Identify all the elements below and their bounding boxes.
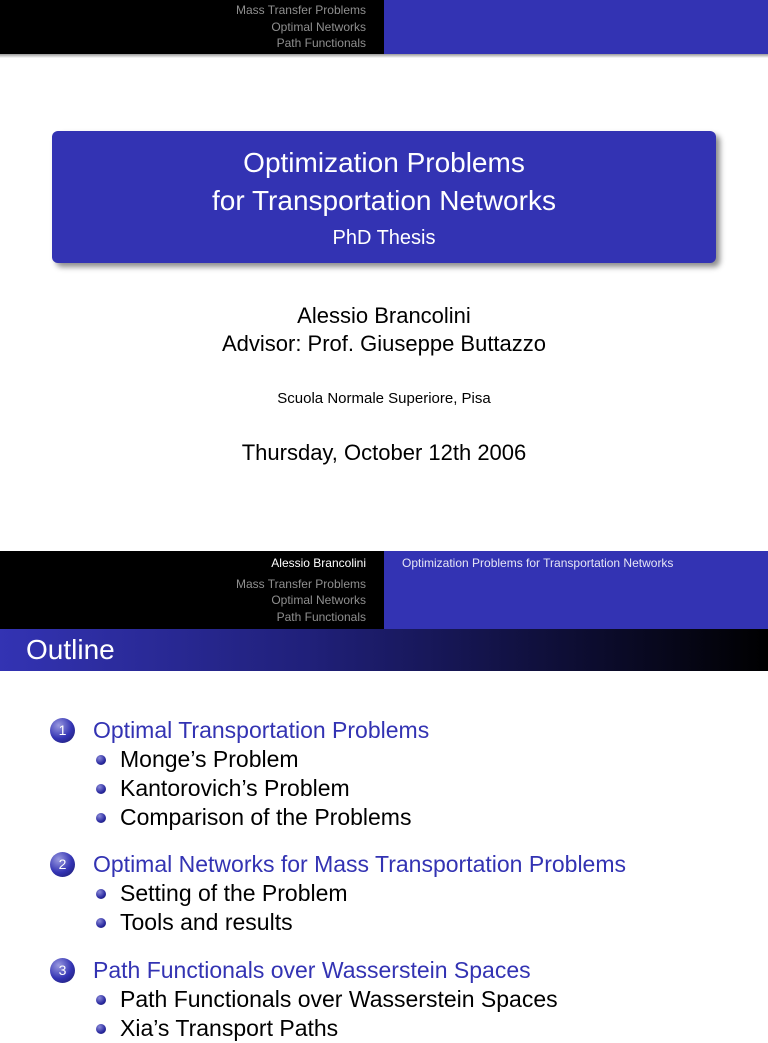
title-line-2: for Transportation Networks (212, 185, 556, 216)
bullet-icon (96, 755, 106, 765)
section-number-ball: 3 (50, 958, 75, 983)
subsection-item[interactable] (96, 985, 558, 1014)
section-title[interactable]: Path Functionals over Wasserstein Spaces (93, 956, 531, 983)
title-line-1: Optimization Problems (243, 147, 525, 178)
nav-section-mass-transfer[interactable]: Mass Transfer Problems (235, 3, 366, 17)
outline-section-2 (50, 849, 626, 937)
bullet-icon (96, 813, 106, 823)
bullet-icon (96, 995, 106, 1005)
section-number-ball: 2 (50, 852, 75, 877)
institution: Scuola Normale Superiore, Pisa (277, 390, 491, 407)
frame-title: Outline (26, 634, 115, 665)
bullet-icon (96, 784, 106, 794)
header-short-title: Optimization Problems for Transportation Networks (402, 556, 674, 570)
slide1-header-blue (384, 0, 768, 54)
nav-section-optimal-networks[interactable]: Optimal Networks (271, 19, 366, 34)
subsection-item[interactable] (96, 908, 626, 937)
header-shadow (0, 54, 768, 58)
nav-section-mass-transfer[interactable]: Mass Transfer Problems (235, 576, 366, 591)
nav-section-path-functionals[interactable]: Path Functionals (276, 609, 366, 624)
subsection-label: Comparison of the Problems (120, 804, 412, 830)
subsection-item[interactable] (96, 1014, 558, 1043)
subsection-label: Path Functionals over Wasserstein Spaces (120, 986, 558, 1012)
section-title[interactable]: Optimal Transportation Problems (93, 716, 430, 743)
bullet-icon (96, 1024, 106, 1034)
outline-section-1 (50, 715, 429, 832)
slide1-header-sections (0, 0, 384, 54)
bullet-icon (96, 918, 106, 928)
bullet-icon (96, 889, 106, 899)
outline-section-3 (50, 955, 558, 1043)
author: Alessio Brancolini (297, 303, 471, 328)
subsection-label: Tools and results (120, 909, 293, 935)
section-number-ball: 1 (50, 718, 75, 743)
subtitle: PhD Thesis (332, 227, 436, 249)
header-author: Alessio Brancolini (271, 556, 366, 570)
slide2-header-sections (0, 551, 384, 629)
title-block (52, 131, 716, 263)
advisor: Advisor: Prof. Giuseppe Buttazzo (221, 331, 547, 356)
subsection-item[interactable] (96, 745, 429, 774)
nav-section-path-functionals[interactable]: Path Functionals (276, 36, 366, 51)
frame-title-bar (0, 629, 768, 671)
section-title[interactable]: Optimal Networks for Mass Transportation Problems (93, 850, 627, 877)
nav-section-optimal-networks[interactable]: Optimal Networks (271, 593, 366, 608)
slide2-header-title (384, 551, 768, 629)
subsection-item[interactable] (96, 774, 429, 803)
subsection-item[interactable] (96, 803, 429, 832)
subsection-label: Kantorovich’s Problem (120, 775, 350, 801)
date: Thursday, October 12th 2006 (241, 440, 527, 465)
subsection-label: Monge’s Problem (120, 746, 299, 772)
subsection-label: Setting of the Problem (120, 880, 348, 906)
subsection-item[interactable] (96, 879, 626, 908)
subsection-label: Xia’s Transport Paths (120, 1015, 339, 1041)
